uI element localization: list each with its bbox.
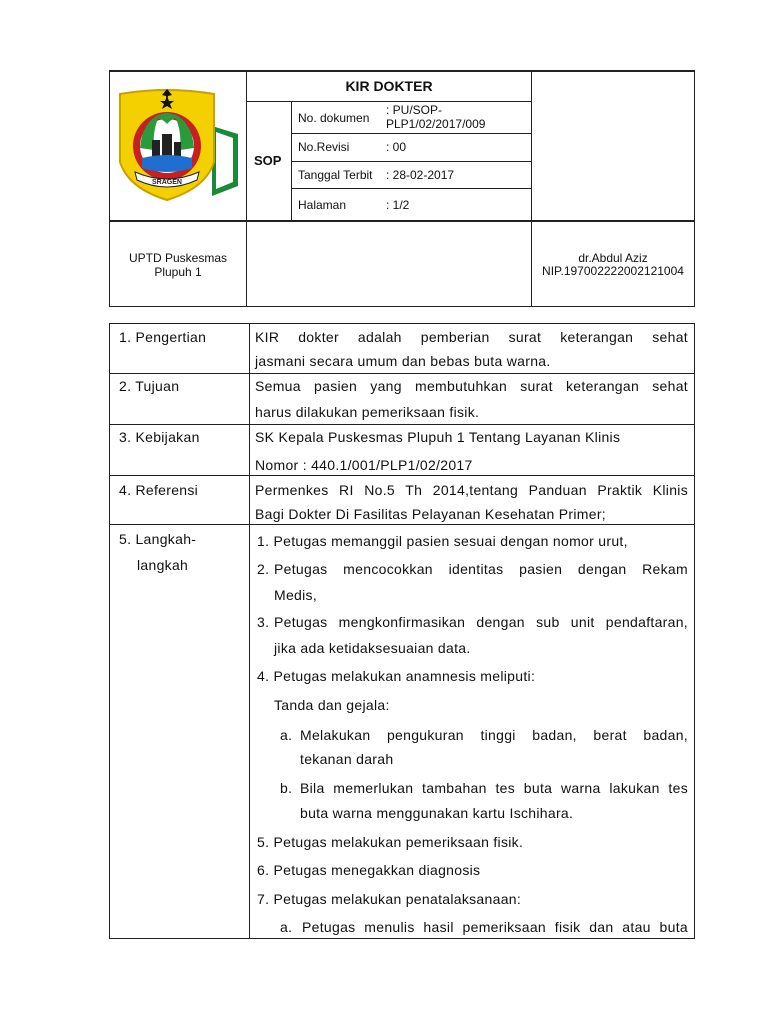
sop-label: SOP <box>254 153 282 168</box>
row-tujuan-line2: harus dilakukan pemeriksaan fisik. <box>255 404 480 420</box>
signer-nip: NIP.197002222002121004 <box>542 264 684 278</box>
step-3-number: 3. <box>257 614 270 630</box>
row-referensi-line1: Permenkes RI No.5 Th 2014,tentang Panduan Praktik Klinis <box>255 482 688 498</box>
row-referensi-line2: Bagi Dokter Di Fasilitas Pelayanan Kesehatan Primer; <box>255 506 606 522</box>
step-4: 4. Petugas melakukan anamnesis meliputi: <box>257 668 536 684</box>
step-4a-letter: a. <box>280 727 293 743</box>
step-4a-line2: tekanan darah <box>300 751 394 767</box>
signer-name: dr.Abdul Aziz <box>578 251 648 265</box>
step-7a-line1: Petugas menulis hasil pemeriksaan fisik dan atau buta <box>302 919 688 935</box>
step-4b-line2: buta warna menggunakan kartu Ischihara. <box>300 805 574 821</box>
revision-value: : 00 <box>386 140 407 154</box>
step-3-line1: Petugas mengkonfirmasikan dengan sub unit pendaftaran, <box>274 614 688 630</box>
regency-emblem-icon <box>112 88 244 206</box>
issue-date-value: : 28-02-2017 <box>386 168 455 182</box>
row-referensi-label: 4. Referensi <box>119 482 199 498</box>
step-5: 5. Petugas melakukan pemeriksaan fisik. <box>257 834 524 850</box>
row-pengertian-line2: jasmani secara umum dan bebas buta warna. <box>255 353 551 369</box>
step-7: 7. Petugas melakukan penatalaksanaan: <box>257 891 522 907</box>
row-pengertian-line1: KIR dokter adalah pemberian surat keterangan sehat <box>255 329 688 345</box>
row-langkah-label-line1: 5. Langkah- <box>119 531 197 547</box>
step-7a-letter: a. <box>280 919 293 935</box>
step-2-line2: Medis, <box>274 587 318 603</box>
logo-banner-text: SRAGEN <box>152 179 182 186</box>
row-tujuan-label: 2. Tujuan <box>119 378 180 394</box>
step-2-number: 2. <box>257 561 270 577</box>
doc-number-label: No. dokumen <box>298 111 370 125</box>
row-langkah-label-line2: langkah <box>137 557 189 573</box>
step-4a-line1: Melakukan pengukuran tinggi badan, berat badan, <box>300 727 688 743</box>
org-name-line1: UPTD Puskesmas <box>128 251 228 265</box>
step-4b-letter: b. <box>280 780 293 796</box>
page-label: Halaman <box>298 198 347 212</box>
doc-number-value-line1: : PU/SOP- <box>386 103 443 117</box>
step-3-line2: jika ada ketidaksesuaian data. <box>274 640 471 656</box>
step-4b-line1: Bila memerlukan tambahan tes buta warna lakukan tes <box>300 780 688 796</box>
step-6: 6. Petugas menegakkan diagnosis <box>257 862 481 878</box>
step-2-line1: Petugas mencocokkan identitas pasien dengan Rekam <box>274 561 688 577</box>
issue-date-label: Tanggal Terbit <box>298 168 373 182</box>
step-1: 1. Petugas memanggil pasien sesuai dengan nomor urut, <box>257 533 628 549</box>
sragen-logo <box>112 88 244 206</box>
row-kebijakan-label: 3. Kebijakan <box>119 429 200 445</box>
row-kebijakan-line2: Nomor : 440.1/001/PLP1/02/2017 <box>255 457 473 473</box>
step-4-subheading: Tanda dan gejala: <box>274 697 390 713</box>
document-title: KIR DOKTER <box>345 78 433 94</box>
doc-number-value-line2: PLP1/02/2017/009 <box>386 117 486 131</box>
revision-label: No.Revisi <box>298 140 350 154</box>
row-pengertian-label: 1. Pengertian <box>119 329 207 345</box>
page-value: : 1/2 <box>386 198 410 212</box>
org-name-line2: Plupuh 1 <box>154 265 202 279</box>
row-tujuan-line1: Semua pasien yang membutuhkan surat keterangan sehat <box>255 378 688 394</box>
row-kebijakan-line1: SK Kepala Puskesmas Plupuh 1 Tentang Layanan Klinis <box>255 429 621 445</box>
